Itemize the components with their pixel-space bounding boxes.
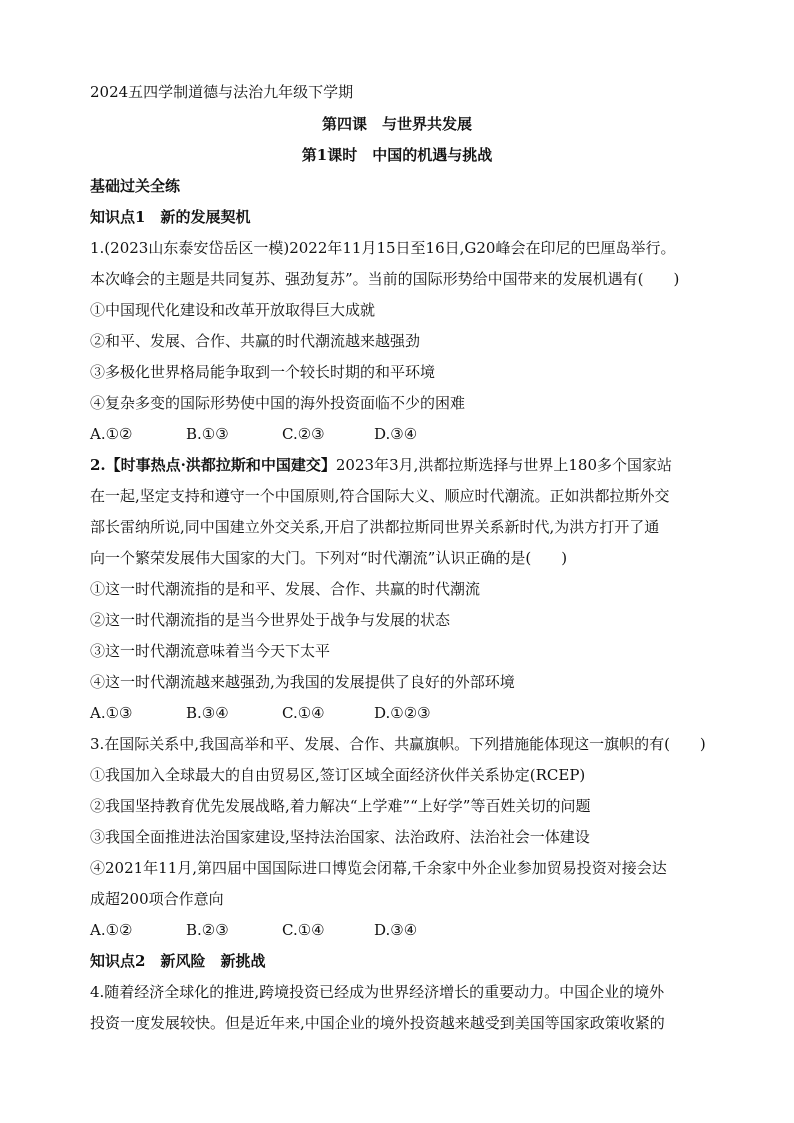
q2-option-c: C.①④ xyxy=(282,704,325,722)
q3-item-2: ②我国坚持教育优先发展战略,着力解决“上学难”“上好学”等百姓关切的问题 xyxy=(90,797,591,815)
q3-option-c: C.①④ xyxy=(282,921,325,939)
q4-stem-line1: 4.随着经济全球化的推进,跨境投资已经成为世界经济增长的重要动力。中国企业的境外 xyxy=(90,983,665,1001)
q1-item-1: ①中国现代化建设和改革开放取得巨大成就 xyxy=(90,301,376,319)
lesson-title: 第四课 与世界共发展 xyxy=(321,115,472,133)
q3-item-1: ①我国加入全球最大的自由贸易区,签订区域全面经济伙伴关系协定(RCEP) xyxy=(90,766,586,784)
q2-stem-line4: 向一个繁荣发展伟大国家的大门。下列对“时代潮流”认识正确的是( ) xyxy=(90,549,568,567)
q1-options xyxy=(90,424,417,444)
q4-stem-line2: 投资一度发展较快。但是近年来,中国企业的境外投资越来越受到美国等国家政策收紧的 xyxy=(90,1014,665,1032)
q1-item-2: ②和平、发展、合作、共赢的时代潮流越来越强劲 xyxy=(90,332,421,350)
q2-stem-line1 xyxy=(90,455,672,475)
q1-stem-line1: 1.(2023山东泰安岱岳区一模)2022年11月15日至16日,G20峰会在印尼的巴厘岛举行。 xyxy=(90,239,676,257)
q3-option-d: D.③④ xyxy=(374,921,418,939)
q3-options xyxy=(90,920,417,940)
q2-option-d: D.①②③ xyxy=(374,704,431,722)
q3-option-b: B.②③ xyxy=(186,921,229,939)
q1-option-d: D.③④ xyxy=(374,425,418,443)
q1-option-b: B.①③ xyxy=(186,425,229,443)
q1-stem-line2: 本次峰会的主题是共同复苏、强劲复苏”。当前的国际形势给中国带来的发展机遇有( ) xyxy=(90,270,680,288)
q2-stem-line2: 在一起,坚定支持和遵守一个中国原则,符合国际大义、顺应时代潮流。正如洪都拉斯外交 xyxy=(90,487,670,505)
q3-item-4-cont: 成超200项合作意向 xyxy=(90,890,224,908)
q2-options xyxy=(90,703,431,723)
q3-item-4: ④2021年11月,第四届中国国际进口博览会闭幕,千余家中外企业参加贸易投资对接会达 xyxy=(90,859,667,877)
q2-item-2: ②这一时代潮流指的是当今世界处于战争与发展的状态 xyxy=(90,611,451,629)
q1-item-3: ③多极化世界格局能争取到一个较长时期的和平环境 xyxy=(90,363,436,381)
q2-stem-line1-rest: 2023年3月,洪都拉斯选择与世界上180多个国家站 xyxy=(335,456,673,474)
q2-tag: 2.【时事热点·洪都拉斯和中国建交】 xyxy=(90,456,336,474)
q2-item-4: ④这一时代潮流越来越强劲,为我国的发展提供了良好的外部环境 xyxy=(90,673,515,691)
q1-option-a: A.①② xyxy=(90,425,133,443)
q1-item-4: ④复杂多变的国际形势使中国的海外投资面临不少的困难 xyxy=(90,394,466,412)
section-heading: 基础过关全练 xyxy=(90,177,181,195)
document-header: 2024五四学制道德与法治九年级下学期 xyxy=(90,83,354,101)
q3-item-3: ③我国全面推进法治国家建设,坚持法治国家、法治政府、法治社会一体建设 xyxy=(90,828,590,846)
q3-stem-line1: 3.在国际关系中,我国高举和平、发展、合作、共赢旗帜。下列措施能体现这一旗帜的有( ) xyxy=(90,735,706,753)
q2-option-a: A.①③ xyxy=(90,704,133,722)
period-title: 第1课时 中国的机遇与挑战 xyxy=(301,146,493,164)
q3-option-a: A.①② xyxy=(90,921,133,939)
q2-option-b: B.③④ xyxy=(186,704,229,722)
knowledge-point-2: 知识点2 新风险 新挑战 xyxy=(90,952,266,970)
knowledge-point-1: 知识点1 新的发展契机 xyxy=(90,208,251,226)
q1-option-c: C.②③ xyxy=(282,425,325,443)
q2-stem-line3: 部长雷纳所说,同中国建立外交关系,开启了洪都拉斯同世界关系新时代,为洪方打开了通 xyxy=(90,518,660,536)
q2-item-3: ③这一时代潮流意味着当今天下太平 xyxy=(90,642,331,660)
q2-item-1: ①这一时代潮流指的是和平、发展、合作、共赢的时代潮流 xyxy=(90,580,481,598)
